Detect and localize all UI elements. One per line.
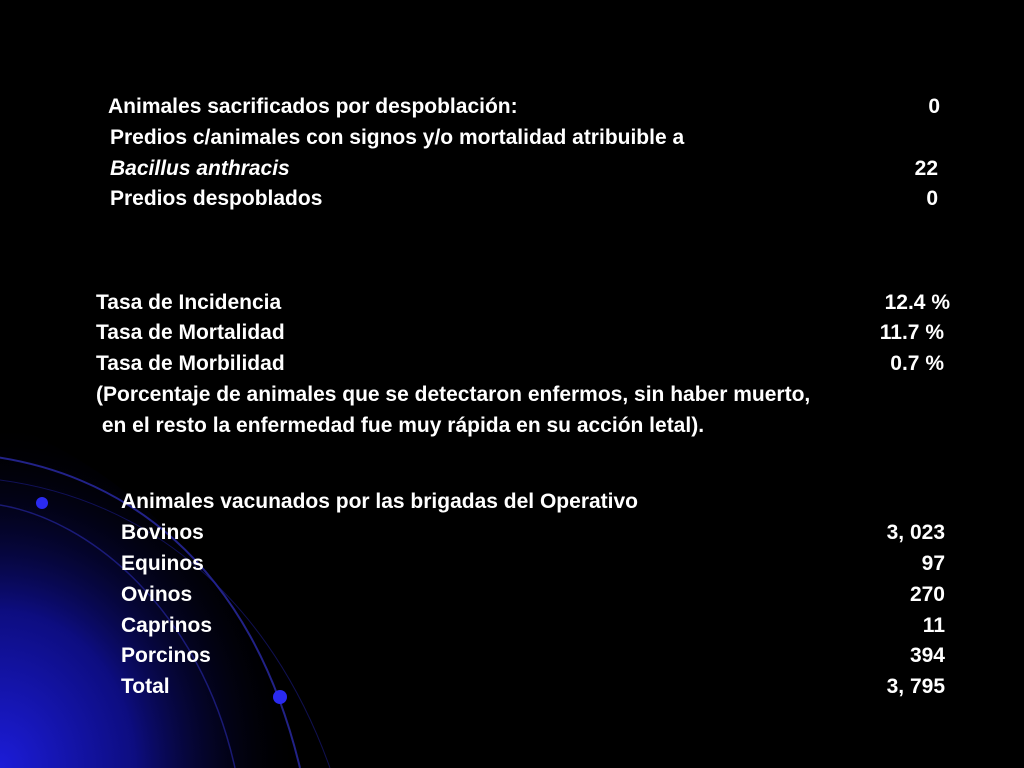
- mortalidad-label: Tasa de Mortalidad: [96, 321, 285, 344]
- vacunados-total-label: Total: [121, 675, 170, 698]
- accent-dot: [36, 497, 48, 509]
- bacillus-label: Bacillus anthracis: [110, 157, 290, 180]
- sacrificados-label: Animales sacrificados por despoblación:: [108, 95, 518, 118]
- sacrificados-value: 0: [928, 95, 940, 118]
- vacunados-value: 11: [922, 614, 945, 637]
- incidencia-value: 12.4 %: [884, 291, 950, 314]
- morbilidad-value: 0.7 %: [890, 352, 944, 375]
- accent-dot: [273, 690, 287, 704]
- vacunados-value: 394: [909, 644, 945, 667]
- vacunados-label: Bovinos: [121, 521, 204, 544]
- predios-despoblados-label: Predios despoblados: [110, 187, 323, 210]
- vacunados-value: 270: [909, 583, 945, 606]
- mortalidad-value: 11.7 %: [879, 321, 944, 344]
- vacunados-label: Ovinos: [121, 583, 193, 606]
- vacunados-label: Caprinos: [121, 614, 213, 637]
- note-line-1: (Porcentaje de animales que se detectaron enfermos, sin haber muerto,: [96, 383, 811, 406]
- vacunados-value: 3, 023: [886, 521, 945, 544]
- vacunados-heading: Animales vacunados por las brigadas del Operativo: [121, 490, 639, 513]
- vacunados-label: Equinos: [121, 552, 204, 575]
- predios-signos-value: 22: [914, 157, 938, 180]
- vacunados-total-value: 3, 795: [886, 675, 945, 698]
- vacunados-label: Porcinos: [121, 644, 211, 667]
- note-line-2: en el resto la enfermedad fue muy rápida en su acción letal).: [96, 414, 705, 437]
- predios-signos-label: Predios c/animales con signos y/o mortalidad atribuible a: [110, 126, 685, 149]
- incidencia-label: Tasa de Incidencia: [96, 291, 282, 314]
- predios-despoblados-value: 0: [926, 187, 938, 210]
- morbilidad-label: Tasa de Morbilidad: [96, 352, 285, 375]
- vacunados-value: 97: [921, 552, 945, 575]
